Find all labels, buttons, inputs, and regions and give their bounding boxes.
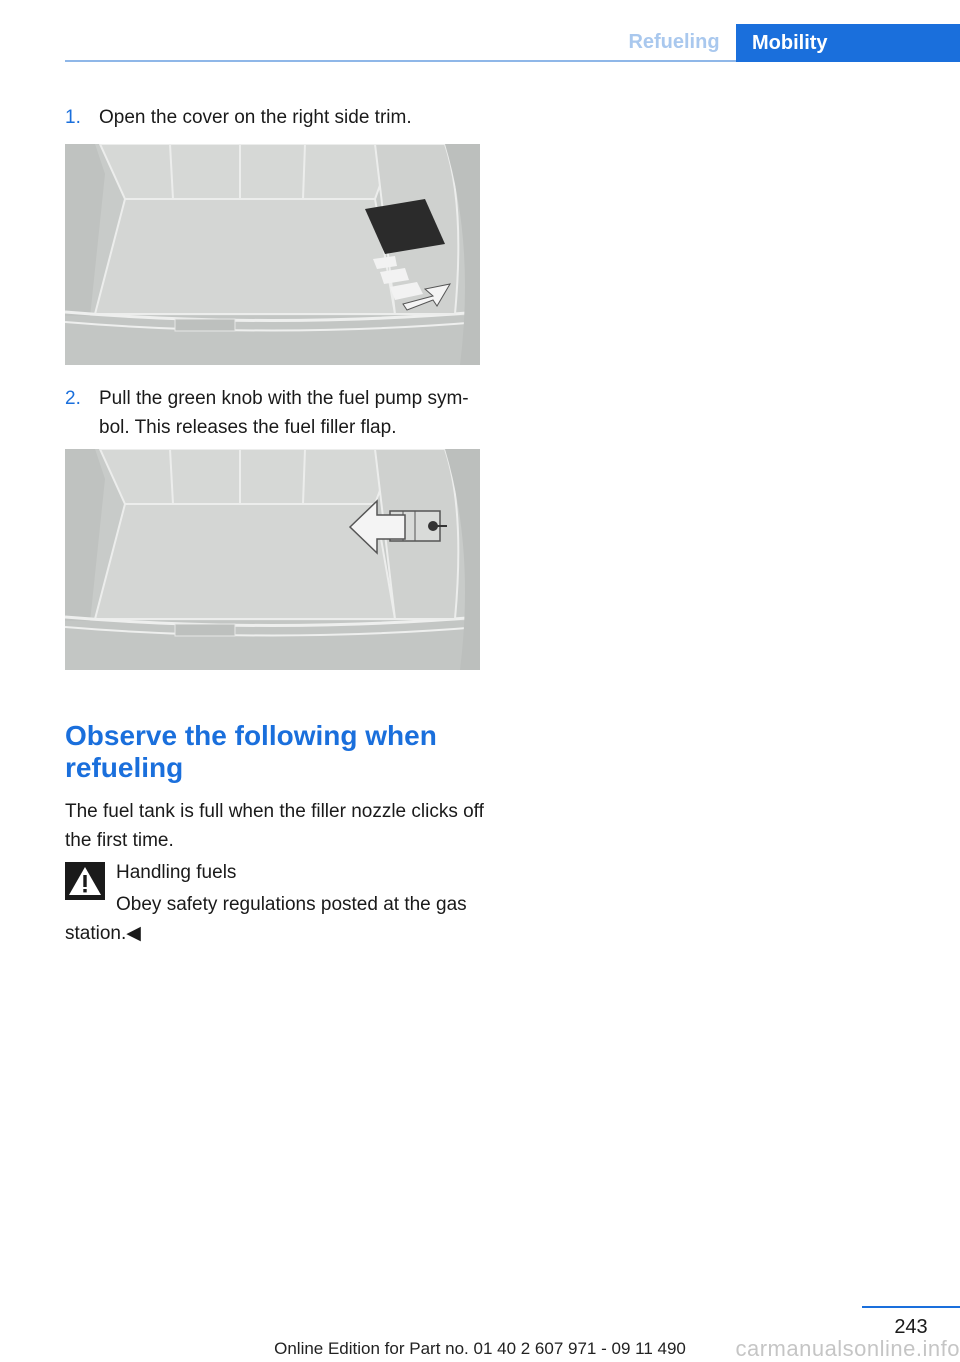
section-tab[interactable]: Refueling (628, 31, 720, 53)
step-text: Open the cover on the right side trim. (99, 107, 412, 128)
chapter-tab[interactable]: Mobility (736, 24, 960, 62)
step-number: 1. (65, 107, 81, 128)
page-number: 243 (894, 1316, 928, 1338)
step-text: Pull the green knob with the fuel pump sym‐bol. This releases the fuel filler flap. (99, 388, 469, 438)
footer-edition: Online Edition for Part no. 01 40 2 607 971 - 09 11 490 (274, 1339, 686, 1358)
trunk-cover-illustration (65, 144, 480, 365)
warning-title: Handling fuels (116, 862, 237, 883)
step-2 (65, 384, 485, 442)
section-body: The fuel tank is full when the filler nozzle clicks off the first time. (65, 801, 484, 851)
step-1 (65, 103, 485, 132)
watermark: carmanualsonline.info (735, 1336, 960, 1361)
step-number: 2. (65, 388, 81, 409)
fuel-release-knob-illustration (65, 449, 480, 670)
warning-text: Obey safety regulations posted at the gas station.◀ (65, 894, 467, 944)
section-heading: Observe the following when refueling (65, 720, 437, 783)
footer-rule (862, 1306, 960, 1308)
